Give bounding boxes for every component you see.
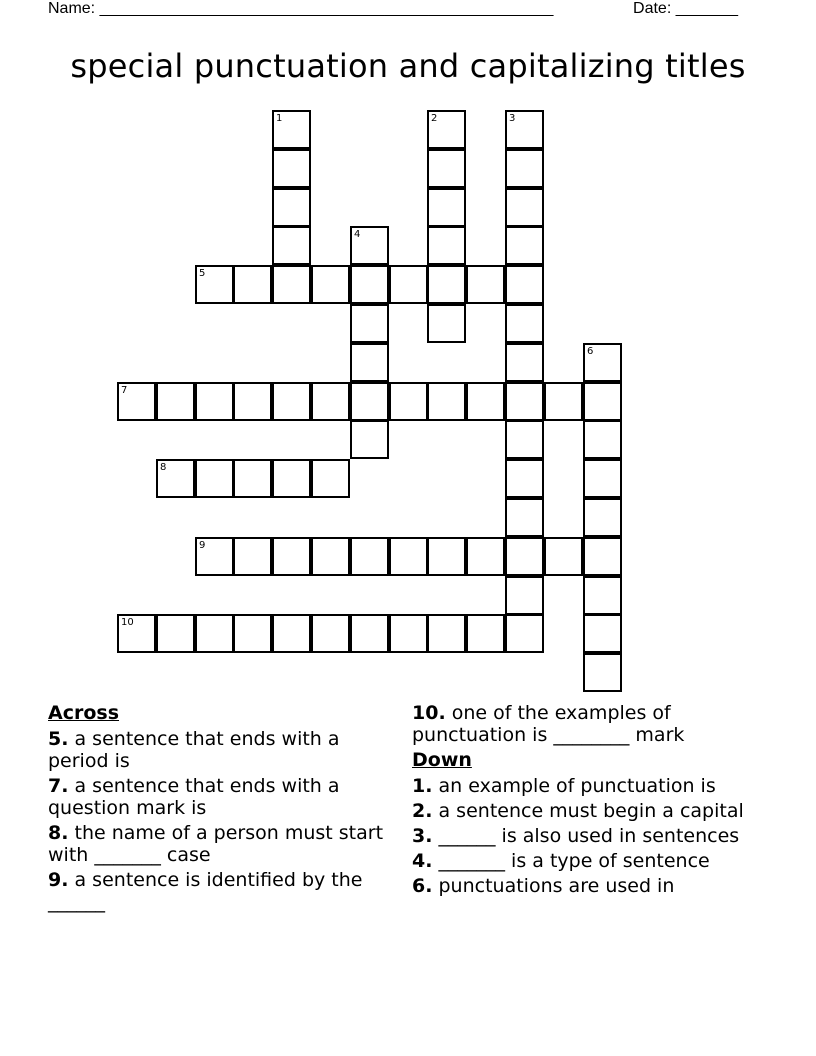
grid-cell[interactable] <box>272 459 311 498</box>
grid-cell[interactable] <box>427 537 466 576</box>
grid-cell[interactable] <box>272 110 311 149</box>
grid-cell[interactable] <box>505 149 544 188</box>
clue-number: 7. <box>48 775 69 797</box>
grid-cell[interactable] <box>505 459 544 498</box>
grid-cell[interactable] <box>583 614 622 653</box>
grid-cell[interactable] <box>156 382 195 421</box>
clue-text: a sentence that ends with a question mark is <box>48 775 340 819</box>
clue-item <box>48 869 388 913</box>
grid-cell[interactable] <box>389 614 428 653</box>
grid-cell[interactable] <box>350 304 389 343</box>
across-clue-list <box>48 728 388 913</box>
grid-cell[interactable] <box>195 265 234 304</box>
grid-cell[interactable] <box>272 188 311 227</box>
clue-item <box>412 702 762 746</box>
grid-cell[interactable] <box>466 382 505 421</box>
grid-cell[interactable] <box>272 149 311 188</box>
clue-text: an example of punctuation is <box>438 775 716 797</box>
grid-cell[interactable] <box>350 420 389 459</box>
clue-number-label: 6 <box>587 346 594 357</box>
grid-cell[interactable] <box>427 110 466 149</box>
grid-cell[interactable] <box>350 226 389 265</box>
down-clue-list <box>412 775 762 897</box>
grid-cell[interactable] <box>311 265 350 304</box>
grid-cell[interactable] <box>272 382 311 421</box>
grid-cell[interactable] <box>427 382 466 421</box>
across-clue-list-continued <box>412 702 762 746</box>
grid-cell[interactable] <box>311 614 350 653</box>
clue-item <box>48 775 388 819</box>
clue-item <box>48 822 388 866</box>
grid-cell[interactable] <box>505 188 544 227</box>
date-field-label: Date: _______ <box>633 0 738 17</box>
grid-cell[interactable] <box>195 537 234 576</box>
clue-item <box>412 850 762 872</box>
grid-cell[interactable] <box>272 226 311 265</box>
grid-cell[interactable] <box>505 614 544 653</box>
puzzle-title: special punctuation and capitalizing titles <box>70 47 746 85</box>
grid-cell[interactable] <box>505 420 544 459</box>
clues-left-column <box>48 702 388 916</box>
grid-cell[interactable] <box>311 537 350 576</box>
grid-cell[interactable] <box>505 498 544 537</box>
grid-cell[interactable] <box>195 382 234 421</box>
clue-text: a sentence is identified by the ______ <box>48 869 363 913</box>
grid-cell[interactable] <box>233 382 272 421</box>
clue-text: one of the examples of punctuation is ________ mark <box>412 702 685 746</box>
clue-text: a sentence must begin a capital <box>438 800 744 822</box>
clue-text: punctuations are used in <box>438 875 675 897</box>
grid-cell[interactable] <box>544 382 583 421</box>
grid-cell[interactable] <box>466 265 505 304</box>
clue-number: 6. <box>412 875 433 897</box>
grid-cell[interactable] <box>427 614 466 653</box>
grid-cell[interactable] <box>389 537 428 576</box>
clue-number: 2. <box>412 800 433 822</box>
grid-cell[interactable] <box>272 265 311 304</box>
grid-cell[interactable] <box>466 537 505 576</box>
grid-cell[interactable] <box>544 537 583 576</box>
grid-cell[interactable] <box>195 459 234 498</box>
grid-cell[interactable] <box>156 614 195 653</box>
grid-cell[interactable] <box>583 537 622 576</box>
grid-cell[interactable] <box>350 537 389 576</box>
grid-cell[interactable] <box>505 576 544 615</box>
grid-cell[interactable] <box>427 226 466 265</box>
clues-right-column <box>412 702 762 900</box>
grid-cell[interactable] <box>583 498 622 537</box>
grid-cell[interactable] <box>583 653 622 692</box>
grid-cell[interactable] <box>350 382 389 421</box>
grid-cell[interactable] <box>117 614 156 653</box>
grid-cell[interactable] <box>583 382 622 421</box>
grid-cell[interactable] <box>156 459 195 498</box>
clue-item <box>412 875 762 897</box>
clue-item <box>48 728 388 772</box>
grid-cell[interactable] <box>466 614 505 653</box>
grid-cell[interactable] <box>583 343 622 382</box>
grid-cell[interactable] <box>272 537 311 576</box>
grid-cell[interactable] <box>427 149 466 188</box>
clue-number-label: 8 <box>160 462 167 473</box>
grid-cell[interactable] <box>233 459 272 498</box>
clue-text: the name of a person must start with _______ case <box>48 822 384 866</box>
grid-cell[interactable] <box>350 265 389 304</box>
grid-cell[interactable] <box>389 382 428 421</box>
clue-item <box>412 775 762 797</box>
grid-cell[interactable] <box>427 265 466 304</box>
grid-cell[interactable] <box>505 226 544 265</box>
grid-cell[interactable] <box>195 614 234 653</box>
clue-number: 1. <box>412 775 433 797</box>
clue-number: 4. <box>412 850 433 872</box>
grid-cell[interactable] <box>272 614 311 653</box>
grid-cell[interactable] <box>505 304 544 343</box>
clue-item <box>412 825 762 847</box>
grid-cell[interactable] <box>311 459 350 498</box>
clue-number-label: 2 <box>431 113 438 124</box>
grid-cell[interactable] <box>505 110 544 149</box>
grid-cell[interactable] <box>583 420 622 459</box>
clue-number: 5. <box>48 728 69 750</box>
grid-cell[interactable] <box>427 188 466 227</box>
clue-number-label: 7 <box>121 385 128 396</box>
grid-cell[interactable] <box>233 614 272 653</box>
clue-number-label: 9 <box>199 540 206 551</box>
across-heading: Across <box>48 702 120 724</box>
grid-cell[interactable] <box>505 265 544 304</box>
clue-number: 3. <box>412 825 433 847</box>
grid-cell[interactable] <box>233 537 272 576</box>
grid-cell[interactable] <box>583 459 622 498</box>
grid-cell[interactable] <box>389 265 428 304</box>
clue-item <box>412 800 762 822</box>
grid-cell[interactable] <box>505 343 544 382</box>
clue-text: _______ is a type of sentence <box>438 850 710 872</box>
grid-cell[interactable] <box>505 537 544 576</box>
grid-cell[interactable] <box>350 614 389 653</box>
clue-number-label: 4 <box>354 229 361 240</box>
name-field-label: Name: ___________________________________________________ <box>48 0 554 17</box>
clue-number-label: 10 <box>121 617 134 628</box>
grid-cell[interactable] <box>505 382 544 421</box>
grid-cell[interactable] <box>117 382 156 421</box>
clue-number: 9. <box>48 869 69 891</box>
grid-cell[interactable] <box>311 382 350 421</box>
clue-text: a sentence that ends with a period is <box>48 728 340 772</box>
clue-number: 10. <box>412 702 446 724</box>
grid-cell[interactable] <box>350 343 389 382</box>
grid-cell[interactable] <box>583 576 622 615</box>
clue-number: 8. <box>48 822 69 844</box>
down-heading: Down <box>412 749 472 771</box>
clue-number-label: 1 <box>276 113 283 124</box>
grid-cell[interactable] <box>427 304 466 343</box>
clue-text: ______ is also used in sentences <box>438 825 740 847</box>
clue-number-label: 3 <box>509 113 516 124</box>
grid-cell[interactable] <box>233 265 272 304</box>
clue-number-label: 5 <box>199 268 206 279</box>
